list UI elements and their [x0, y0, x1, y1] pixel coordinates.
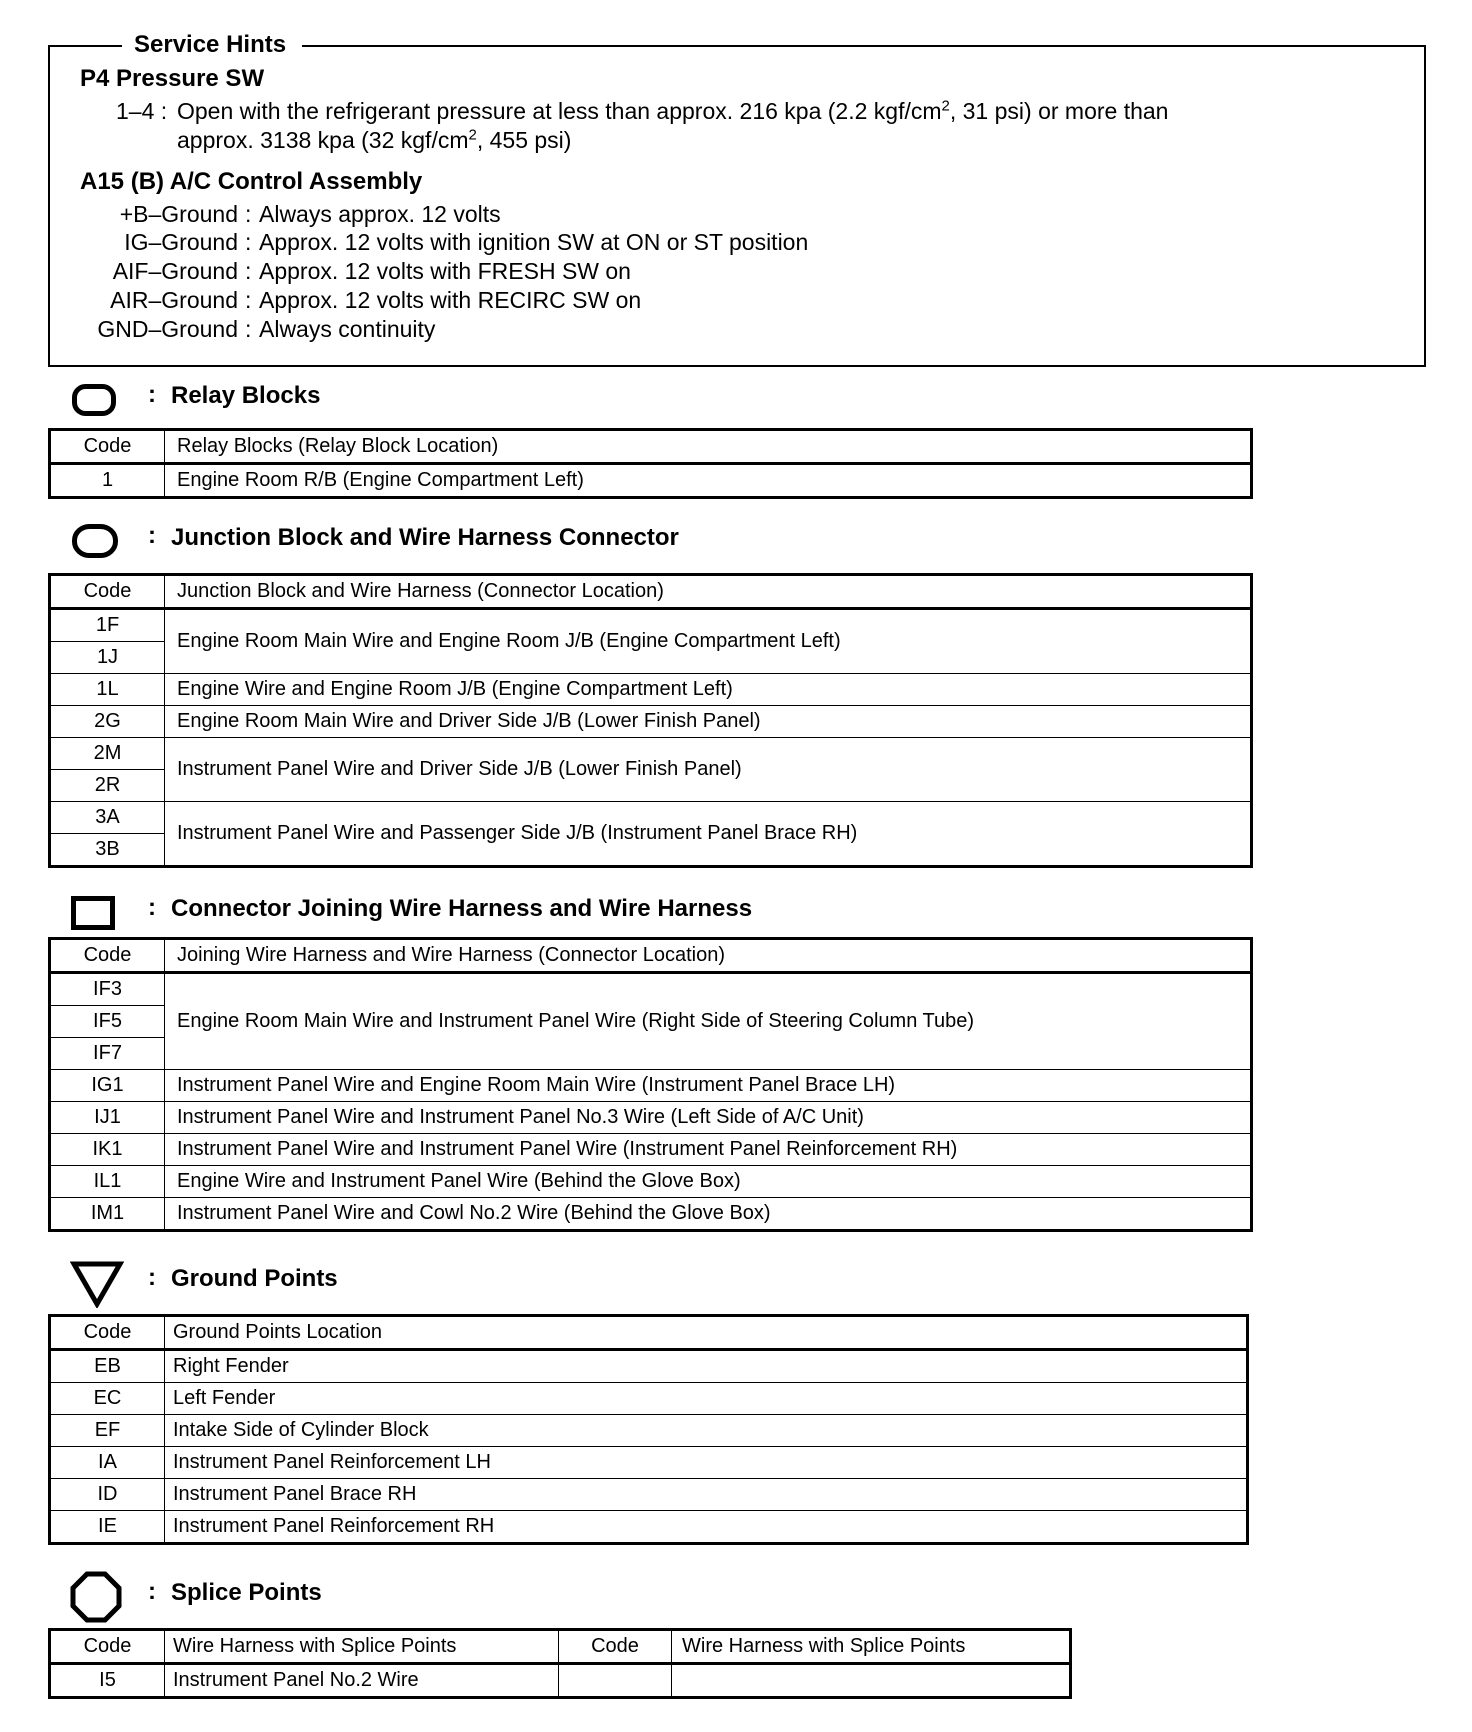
header-desc: Wire Harness with Splice Points: [165, 1630, 559, 1664]
table-row: [50, 1664, 1071, 1698]
table-row: [50, 1198, 1252, 1231]
table-row: [50, 973, 1252, 1006]
connector-table: [48, 937, 1253, 1232]
table-header: [50, 1630, 1071, 1664]
junction-block-title: Junction Block and Wire Harness Connector: [171, 524, 679, 551]
ground-points-table: [48, 1314, 1249, 1545]
table-row: [50, 738, 1252, 770]
desc-cell: Instrument Panel Wire and Instrument Panel No.3 Wire (Left Side of A/C Unit): [165, 1102, 1252, 1134]
table-row: [50, 609, 1252, 642]
desc-cell: Instrument Panel Reinforcement RH: [165, 1511, 1248, 1544]
table-row: [50, 1479, 1248, 1511]
code-cell: 1F: [50, 609, 165, 642]
section-colon: :: [148, 522, 156, 549]
relay-blocks-table: [48, 428, 1253, 499]
code-cell: IM1: [50, 1198, 165, 1231]
a15-colon: :: [245, 201, 252, 227]
header-desc: Ground Points Location: [165, 1316, 1248, 1350]
triangle-down-icon: [70, 1260, 124, 1308]
header-desc: Joining Wire Harness and Wire Harness (Connector Location): [165, 939, 1252, 973]
header-desc: Junction Block and Wire Harness (Connector Location): [165, 575, 1252, 609]
a15-text: Approx. 12 volts with RECIRC SW on: [259, 287, 642, 313]
code-cell: EC: [50, 1383, 165, 1415]
code-cell: [559, 1664, 672, 1698]
desc-cell: Intake Side of Cylinder Block: [165, 1415, 1248, 1447]
table-header: [50, 430, 1252, 464]
code-cell: 3A: [50, 802, 165, 834]
desc-cell: Engine Room R/B (Engine Compartment Left): [165, 464, 1252, 498]
code-cell: IG1: [50, 1070, 165, 1102]
junction-block-table: [48, 573, 1253, 868]
connector-title: Connector Joining Wire Harness and Wire Harness: [171, 895, 753, 922]
octagon-icon: [70, 1571, 122, 1623]
desc-cell: Engine Wire and Engine Room J/B (Engine Compartment Left): [165, 674, 1252, 706]
desc-cell: Instrument Panel Wire and Engine Room Main Wire (Instrument Panel Brace LH): [165, 1070, 1252, 1102]
code-cell: IF7: [50, 1038, 165, 1070]
header-code: Code: [559, 1630, 672, 1664]
code-cell: 2M: [50, 738, 165, 770]
a15-text: Always continuity: [259, 316, 436, 342]
code-cell: ID: [50, 1479, 165, 1511]
header-code: Code: [50, 430, 165, 464]
desc-cell: Engine Room Main Wire and Instrument Panel Wire (Right Side of Steering Column Tube): [165, 973, 1252, 1070]
code-cell: EB: [50, 1350, 165, 1383]
a15-colon: :: [245, 229, 252, 255]
code-cell: I5: [50, 1664, 165, 1698]
desc-cell: Instrument Panel Wire and Cowl No.2 Wire (Behind the Glove Box): [165, 1198, 1252, 1231]
desc-cell: Instrument Panel Wire and Instrument Panel Wire (Instrument Panel Reinforcement RH): [165, 1134, 1252, 1166]
splice-points-table: [48, 1628, 1072, 1699]
code-cell: IJ1: [50, 1102, 165, 1134]
desc-cell: [672, 1664, 1071, 1698]
desc-cell: Engine Room Main Wire and Driver Side J/B (Lower Finish Panel): [165, 706, 1252, 738]
code-cell: 2G: [50, 706, 165, 738]
code-cell: 1L: [50, 674, 165, 706]
code-cell: 2R: [50, 770, 165, 802]
desc-cell: Instrument Panel Reinforcement LH: [165, 1447, 1248, 1479]
table-row: [50, 802, 1252, 834]
code-cell: IE: [50, 1511, 165, 1544]
code-cell: IK1: [50, 1134, 165, 1166]
table-row: [50, 1511, 1248, 1544]
a15-label: AIF–Ground: [112, 258, 238, 284]
code-cell: 1: [50, 464, 165, 498]
a15-text: Always approx. 12 volts: [259, 201, 501, 227]
a15-colon: :: [245, 258, 252, 284]
a15-text: Approx. 12 volts with ignition SW at ON or ST position: [259, 229, 809, 255]
table-header: [50, 1316, 1248, 1350]
code-cell: IL1: [50, 1166, 165, 1198]
section-colon: :: [148, 381, 156, 408]
a15-heading: A15 (B) A/C Control Assembly: [80, 168, 423, 195]
code-cell: IF5: [50, 1006, 165, 1038]
header-code: Code: [50, 575, 165, 609]
code-cell: IF3: [50, 973, 165, 1006]
section-colon: :: [148, 1578, 156, 1605]
a15-label: +B–Ground: [119, 201, 238, 227]
section-colon: :: [148, 1264, 156, 1291]
table-row: [50, 1134, 1252, 1166]
p4-terminal: 1–4 :: [116, 98, 168, 124]
oval-icon: [72, 524, 118, 558]
section-colon: :: [148, 894, 156, 921]
code-cell: IA: [50, 1447, 165, 1479]
table-row: [50, 1415, 1248, 1447]
desc-cell: Engine Wire and Instrument Panel Wire (Behind the Glove Box): [165, 1166, 1252, 1198]
table-row: [50, 674, 1252, 706]
relay-blocks-title: Relay Blocks: [171, 382, 321, 409]
square-icon: [71, 896, 115, 930]
p4-heading: P4 Pressure SW: [80, 65, 265, 92]
a15-text: Approx. 12 volts with FRESH SW on: [259, 258, 631, 284]
desc-cell: Right Fender: [165, 1350, 1248, 1383]
table-row: [50, 1102, 1252, 1134]
desc-cell: Instrument Panel Wire and Driver Side J/B (Lower Finish Panel): [165, 738, 1252, 802]
header-code: Code: [50, 1316, 165, 1350]
header-desc: Wire Harness with Splice Points: [672, 1630, 1071, 1664]
p4-line-1: Open with the refrigerant pressure at less than approx. 216 kpa (2.2 kgf/$cm^2$, 31 psi) or more than: [177, 97, 1169, 124]
table-row: [50, 1070, 1252, 1102]
table-row: [50, 1350, 1248, 1383]
desc-cell: Instrument Panel Brace RH: [165, 1479, 1248, 1511]
a15-label: GND–Ground: [97, 316, 238, 342]
a15-label: IG–Ground: [124, 229, 238, 255]
p4-line-2: approx. 3138 kpa (32 kgf/$cm^2$, 455 psi): [177, 126, 572, 153]
header-code: Code: [50, 939, 165, 973]
a15-label: AIR–Ground: [110, 287, 238, 313]
a15-colon: :: [245, 316, 252, 342]
table-header: [50, 939, 1252, 973]
desc-cell: Instrument Panel Wire and Passenger Side J/B (Instrument Panel Brace RH): [165, 802, 1252, 867]
table-row: [50, 706, 1252, 738]
code-cell: 1J: [50, 642, 165, 674]
rounded-rect-icon: [72, 384, 116, 416]
table-header: [50, 575, 1252, 609]
code-cell: 3B: [50, 834, 165, 867]
header-code: Code: [50, 1630, 165, 1664]
desc-cell: Instrument Panel No.2 Wire: [165, 1664, 559, 1698]
service-hints-title: Service Hints: [122, 30, 302, 60]
desc-cell: Engine Room Main Wire and Engine Room J/B (Engine Compartment Left): [165, 609, 1252, 674]
desc-cell: Left Fender: [165, 1383, 1248, 1415]
table-row: [50, 1166, 1252, 1198]
table-row: [50, 1447, 1248, 1479]
code-cell: EF: [50, 1415, 165, 1447]
table-row: [50, 1383, 1248, 1415]
table-row: [50, 464, 1252, 498]
ground-points-title: Ground Points: [171, 1265, 338, 1292]
header-desc: Relay Blocks (Relay Block Location): [165, 430, 1252, 464]
splice-points-title: Splice Points: [171, 1579, 322, 1606]
a15-colon: :: [245, 287, 252, 313]
